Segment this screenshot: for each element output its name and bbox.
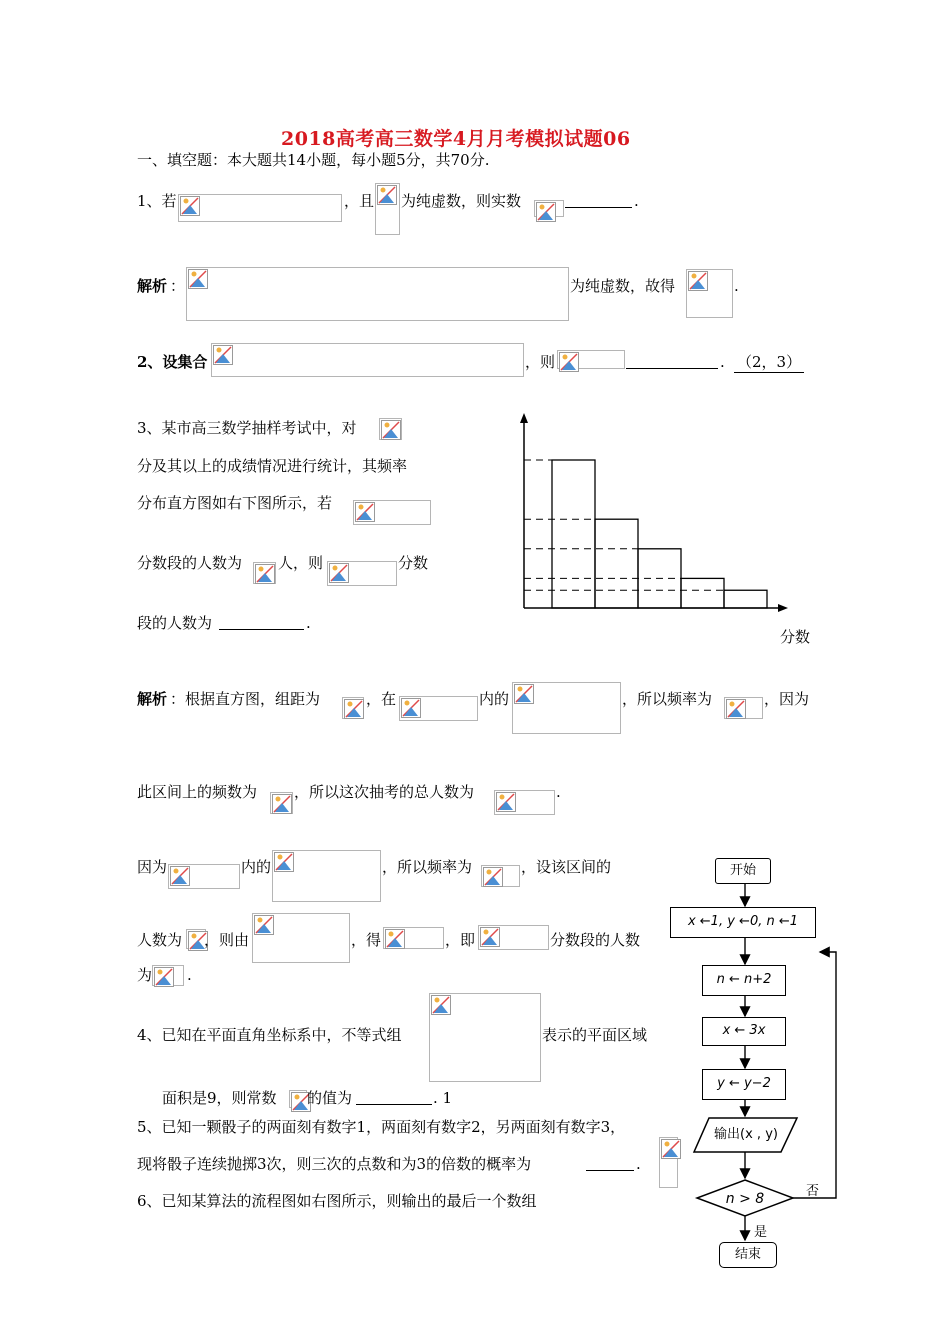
answer-blank[interactable] (219, 629, 304, 630)
a3-l2b: ，所以这次抽考的总人数为 (294, 783, 475, 801)
flowchart-condition: n > 8 (725, 1191, 765, 1207)
broken-image-icon (344, 699, 364, 719)
a3-l4d: ，即 (445, 931, 476, 949)
formula-image (724, 697, 763, 719)
q1-text-c: 为纯虚数，则实数 (401, 192, 522, 210)
q4-text-b: 表示的平面区域 (542, 1026, 648, 1044)
broken-image-icon (536, 202, 556, 222)
answer-blank[interactable] (356, 1104, 432, 1105)
histogram-bar-2 (595, 519, 638, 608)
answer-blank[interactable] (565, 207, 632, 208)
a3-l2c: . (556, 783, 561, 801)
formula-image (353, 500, 431, 525)
formula-image (342, 697, 364, 719)
broken-image-icon (355, 502, 375, 522)
formula-image (478, 925, 549, 950)
a3-l4c: ，得 (351, 931, 382, 949)
flowchart-step-x: x ← 3x (702, 1017, 786, 1046)
flowchart-step-n: n ← n+2 (702, 965, 786, 996)
q1-text-a: 1、若 (137, 192, 177, 210)
formula-image (399, 696, 478, 721)
broken-image-icon (483, 867, 503, 887)
formula-image (557, 350, 625, 369)
flowchart-no-label: 否 (806, 1184, 820, 1199)
q3-line4a: 分数段的人数为 (137, 554, 243, 572)
formula-image (186, 267, 569, 321)
broken-image-icon (385, 929, 405, 949)
broken-image-icon (688, 271, 708, 291)
broken-image-icon (154, 967, 174, 987)
formula-image (383, 927, 444, 949)
a3-l3b: 内的 (241, 858, 272, 876)
a3-l3c: ，所以频率为 (382, 858, 473, 876)
histogram-bar-4 (681, 578, 724, 608)
formula-image (512, 682, 621, 734)
formula-image (375, 183, 400, 235)
broken-image-icon (272, 794, 292, 814)
a3-l1e: ，因为 (764, 690, 810, 708)
a1-text-b: 为纯虚数，故得 (570, 277, 676, 295)
q5-line2: 现将骰子连续抛掷3次，则三次的点数和为3的倍数的概率为 (137, 1155, 532, 1173)
q4-text-a: 4、已知在平面直角坐标系中，不等式组 (137, 1026, 402, 1044)
q2-text-b: ，则 (525, 353, 556, 371)
a3-l5a: 为 (137, 966, 153, 984)
flowchart-output: 输出(x , y) (714, 1127, 778, 1142)
q3-line5-end: . (306, 614, 311, 632)
q3-line3: 分布直方图如右下图所示，若 (137, 494, 333, 512)
flowchart-step-y: y ← y−2 (702, 1069, 786, 1100)
formula-image (686, 269, 733, 318)
q2-answer: （2，3） (734, 352, 804, 373)
q4-text-e: . 1 (433, 1089, 453, 1107)
page-title: 2018高考高三数学4月月考模拟试题06 (281, 128, 631, 150)
broken-image-icon (274, 852, 294, 872)
formula-image (186, 929, 206, 949)
analysis-label: 解析 (137, 690, 168, 708)
a3-l4a: 人数为 (137, 931, 183, 949)
broken-image-icon (514, 684, 534, 704)
a3-l1d: ，所以频率为 (622, 690, 713, 708)
formula-image (289, 1090, 307, 1108)
broken-image-icon (180, 196, 200, 216)
q3-line4c: 分数 (398, 554, 429, 572)
formula-image (481, 865, 520, 887)
a3-l1c: 内的 (479, 690, 510, 708)
broken-image-icon (401, 698, 421, 718)
q4-text-c: 面积是9，则常数 (162, 1089, 277, 1107)
q5-line1: 5、已知一颗骰子的两面刻有数字1，两面刻有数字2，另两面刻有数字3， (137, 1118, 626, 1136)
broken-image-icon (188, 269, 208, 289)
formula-image (270, 792, 293, 814)
q2-text-a: 2、设集合 (137, 353, 208, 371)
a3-l5b: . (187, 966, 192, 984)
answer-blank[interactable] (586, 1170, 634, 1171)
flowchart-yes-label: 是 (754, 1225, 768, 1240)
a1-text-c: . (734, 277, 739, 295)
chart-x-label: 分数 (780, 628, 811, 646)
formula-image (327, 561, 397, 586)
flowchart-init: x ←1, y ←0, n ←1 (670, 907, 816, 938)
formula-image (534, 200, 564, 217)
broken-image-icon (254, 915, 274, 935)
formula-image (168, 864, 240, 889)
a3-l1b: ，在 (366, 690, 397, 708)
broken-image-icon (255, 564, 275, 584)
q3-line4b: 人，则 (278, 554, 324, 572)
formula-image (252, 913, 350, 963)
q4-text-d: 的值为 (307, 1089, 353, 1107)
y-axis-arrow (520, 413, 528, 423)
q1-text-d: . (634, 192, 639, 210)
broken-image-icon (480, 927, 500, 947)
analysis-label: 解析 (137, 277, 168, 295)
formula-image (429, 993, 541, 1082)
a3-l3d: ，设该区间的 (521, 858, 612, 876)
broken-image-icon (726, 699, 746, 719)
broken-image-icon (213, 345, 233, 365)
q3-line2: 分及其以上的成绩情况进行统计，其频率 (137, 457, 408, 475)
formula-image (494, 790, 555, 815)
formula-image (272, 850, 381, 902)
a1-colon: ： (170, 277, 186, 295)
broken-image-icon (559, 352, 579, 372)
histogram-bar-1 (552, 460, 595, 608)
x-axis-arrow (778, 604, 788, 612)
frequency-histogram (500, 405, 820, 650)
histogram-bar-5 (724, 590, 767, 608)
broken-image-icon (381, 420, 401, 440)
a3-l4e: 分数段的人数 (550, 931, 641, 949)
q3-line1: 3、某市高三数学抽样考试中，对 (137, 419, 357, 437)
formula-image (211, 343, 524, 377)
broken-image-icon (329, 563, 349, 583)
formula-image (379, 418, 402, 440)
answer-blank[interactable] (626, 368, 718, 369)
a3-l3a: 因为 (137, 858, 168, 876)
flowchart-start: 开始 (715, 858, 771, 884)
broken-image-icon (377, 185, 397, 205)
q2-text-c: . (720, 353, 725, 371)
q1-text-b: ，且 (344, 192, 375, 210)
broken-image-icon (170, 866, 190, 886)
q6-line1: 6、已知某算法的流程图如右图所示，则输出的最后一个数组 (137, 1192, 537, 1210)
flowchart-end: 结束 (719, 1242, 777, 1268)
formula-image (152, 965, 184, 986)
q3-line5: 段的人数为 (137, 614, 213, 632)
broken-image-icon (431, 995, 451, 1015)
a3-l2a: 此区间上的频数为 (137, 783, 258, 801)
a3-l4b: ，则由 (204, 931, 250, 949)
a3-l1a: ：根据直方图，组距为 (170, 690, 321, 708)
q5-end: . (636, 1155, 641, 1173)
formula-image (178, 194, 342, 222)
broken-image-icon (496, 792, 516, 812)
section-heading: 一、填空题：本大题共14小题，每小题5分，共70分. (137, 151, 490, 169)
formula-image (253, 562, 276, 584)
